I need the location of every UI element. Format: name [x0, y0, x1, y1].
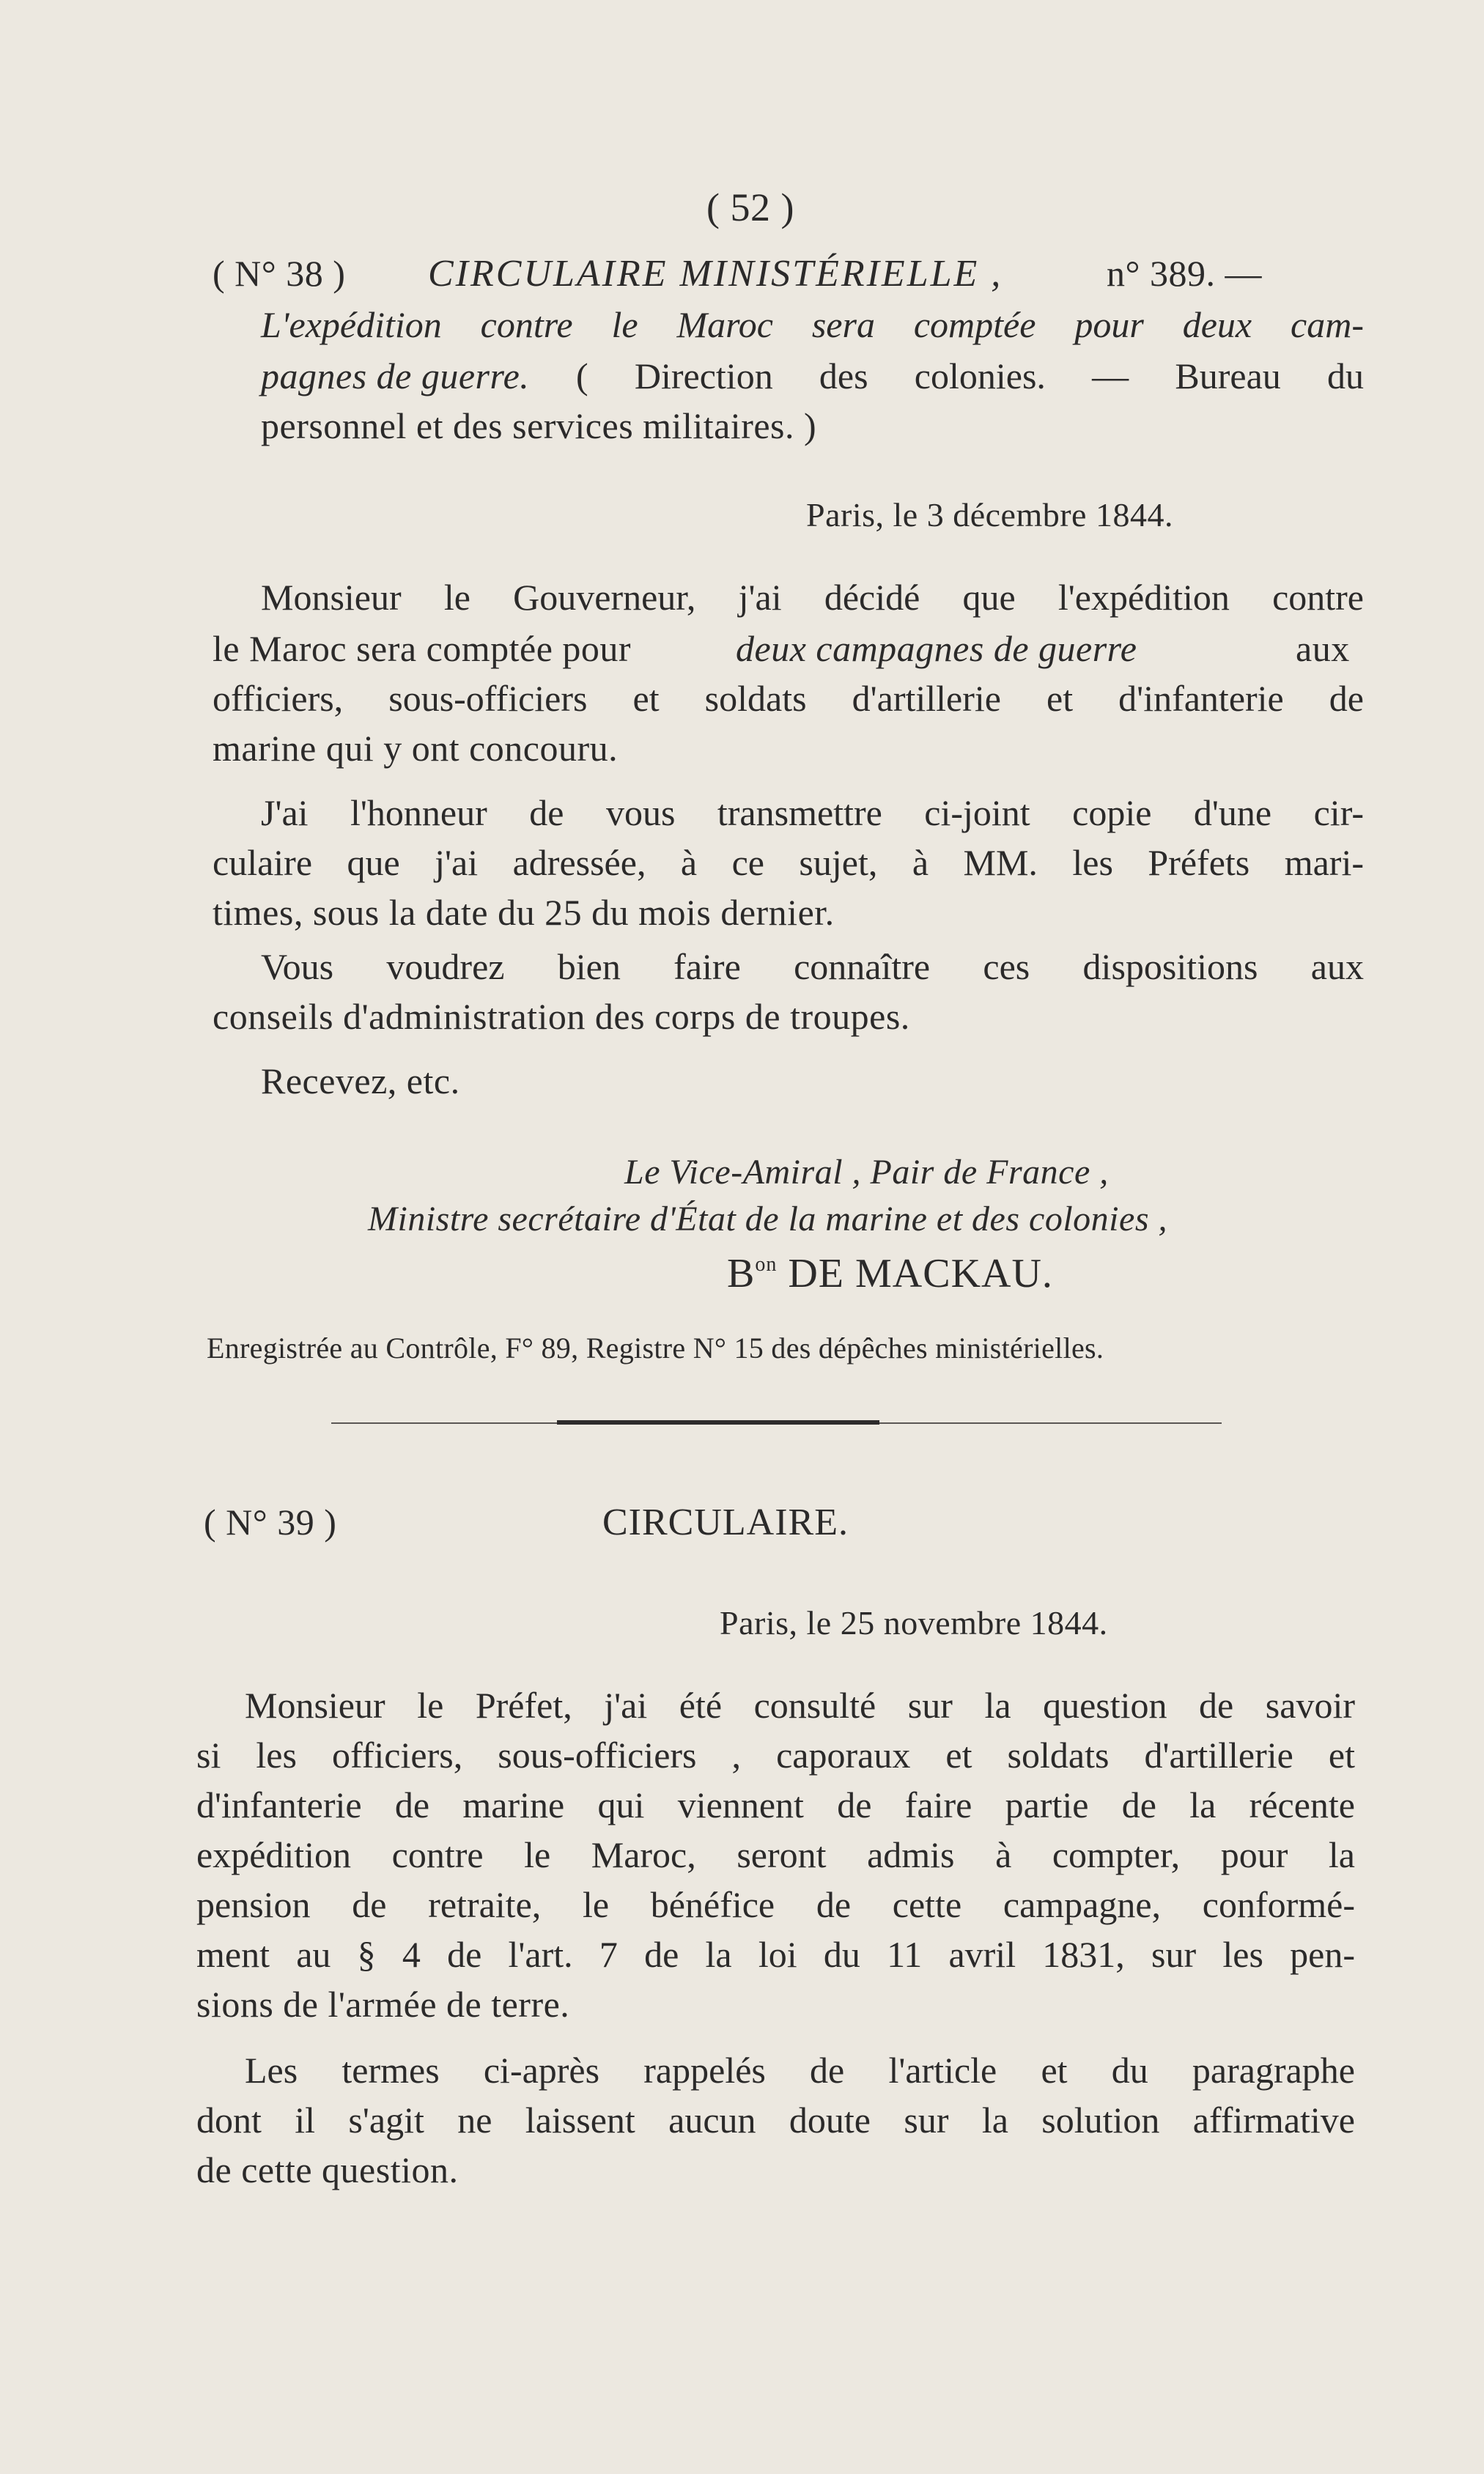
- circular-38-p3-line-1: Vous voudrez bien faire connaître ces dispositions aux: [261, 946, 1364, 987]
- circular-38-summary-line-3: personnel et des services militaires. ): [261, 405, 817, 446]
- circular-39-p1-line-7: sions de l'armée de terre.: [196, 1984, 570, 2025]
- circular-39-p2-line-1: Les termes ci-après rappelés de l'article et du paragraphe: [245, 2050, 1355, 2091]
- signatory-name: [727, 1253, 1053, 1294]
- circular-39-p1-line-1: Monsieur le Préfet, j'ai été consulté sur la question de savoir: [245, 1685, 1355, 1726]
- circular-38-summary-italic: pagnes de guerre.: [261, 355, 530, 396]
- circular-39-p1-line-4: expédition contre le Maroc, seront admis à compter, pour la: [196, 1834, 1355, 1875]
- circular-39-p2-line-2: dont il s'agit ne laissent aucun doute sur la solution affirmative: [196, 2100, 1355, 2141]
- circular-38-p3-line-2: conseils d'administration des corps de troupes.: [213, 996, 910, 1037]
- circular-39-p1-line-5: pension de retraite, le bénéfice de cette campagne, conformé-: [196, 1884, 1355, 1925]
- circular-38-p2-line-3: times, sous la date du 25 du mois dernier.: [213, 892, 835, 933]
- circular-38-title: CIRCULAIRE MINISTÉRIELLE ,: [428, 253, 1003, 295]
- circular-38-number: ( N° 38 ): [213, 253, 346, 294]
- circular-38-p1-line-4: marine qui y ont concouru.: [213, 728, 619, 769]
- circular-38-p1-line-1: Monsieur le Gouverneur, j'ai décidé que l'expédition contre: [261, 577, 1364, 618]
- circular-38-p1-line-2a: le Maroc sera comptée pour: [213, 628, 632, 669]
- page-number: ( 52 ): [706, 185, 794, 229]
- registry-note: Enregistrée au Contrôle, F° 89, Registre N° 15 des dépêches ministérielles.: [207, 1332, 1104, 1365]
- circular-38-p1-line-2-italic: deux campagnes de guerre: [736, 628, 1137, 669]
- circular-38-summary-line-2: ( Direction des colonies. — Bureau du: [576, 355, 1364, 396]
- section-divider-center: [557, 1420, 879, 1425]
- circular-39-p1-line-2: si les officiers, sous-officiers , caporaux et soldats d'artillerie et: [196, 1735, 1355, 1776]
- circular-38-p1-line-2b: aux: [1296, 628, 1350, 669]
- circular-39-p1-line-3: d'infanterie de marine qui viennent de faire partie de la récente: [196, 1784, 1355, 1825]
- circular-39-title: CIRCULAIRE.: [602, 1502, 849, 1543]
- signatory-title-prefix: B: [727, 1251, 756, 1296]
- circular-38-number-ref: n° 389. —: [1107, 253, 1262, 294]
- signature-title-line-2: Ministre secrétaire d'État de la marine et des colonies ,: [368, 1200, 1167, 1238]
- circular-38-summary-line-1: L'expédition contre le Maroc sera comptée pour deux cam-: [261, 304, 1364, 345]
- circular-39-p1-line-6: ment au § 4 de l'art. 7 de la loi du 11 avril 1831, sur les pen-: [196, 1934, 1355, 1975]
- circular-39-p2-line-3: de cette question.: [196, 2149, 459, 2190]
- circular-38-p2-line-2: culaire que j'ai adressée, à ce sujet, à MM. les Préfets mari-: [213, 842, 1364, 883]
- signature-title-line-1: Le Vice-Amiral , Pair de France ,: [624, 1153, 1109, 1192]
- signatory-title-superscript: on: [755, 1253, 778, 1276]
- circular-38-date: Paris, le 3 décembre 1844.: [806, 496, 1173, 533]
- circular-38-closing: Recevez, etc.: [261, 1060, 460, 1101]
- circular-39-date: Paris, le 25 novembre 1844.: [720, 1604, 1108, 1642]
- circular-39-number: ( N° 39 ): [204, 1502, 337, 1543]
- circular-38-p1-line-3: officiers, sous-officiers et soldats d'artillerie et d'infanterie de: [213, 678, 1364, 719]
- circular-38-p2-line-1: J'ai l'honneur de vous transmettre ci-joint copie d'une cir-: [261, 792, 1364, 833]
- signatory-surname: DE MACKAU.: [788, 1251, 1053, 1296]
